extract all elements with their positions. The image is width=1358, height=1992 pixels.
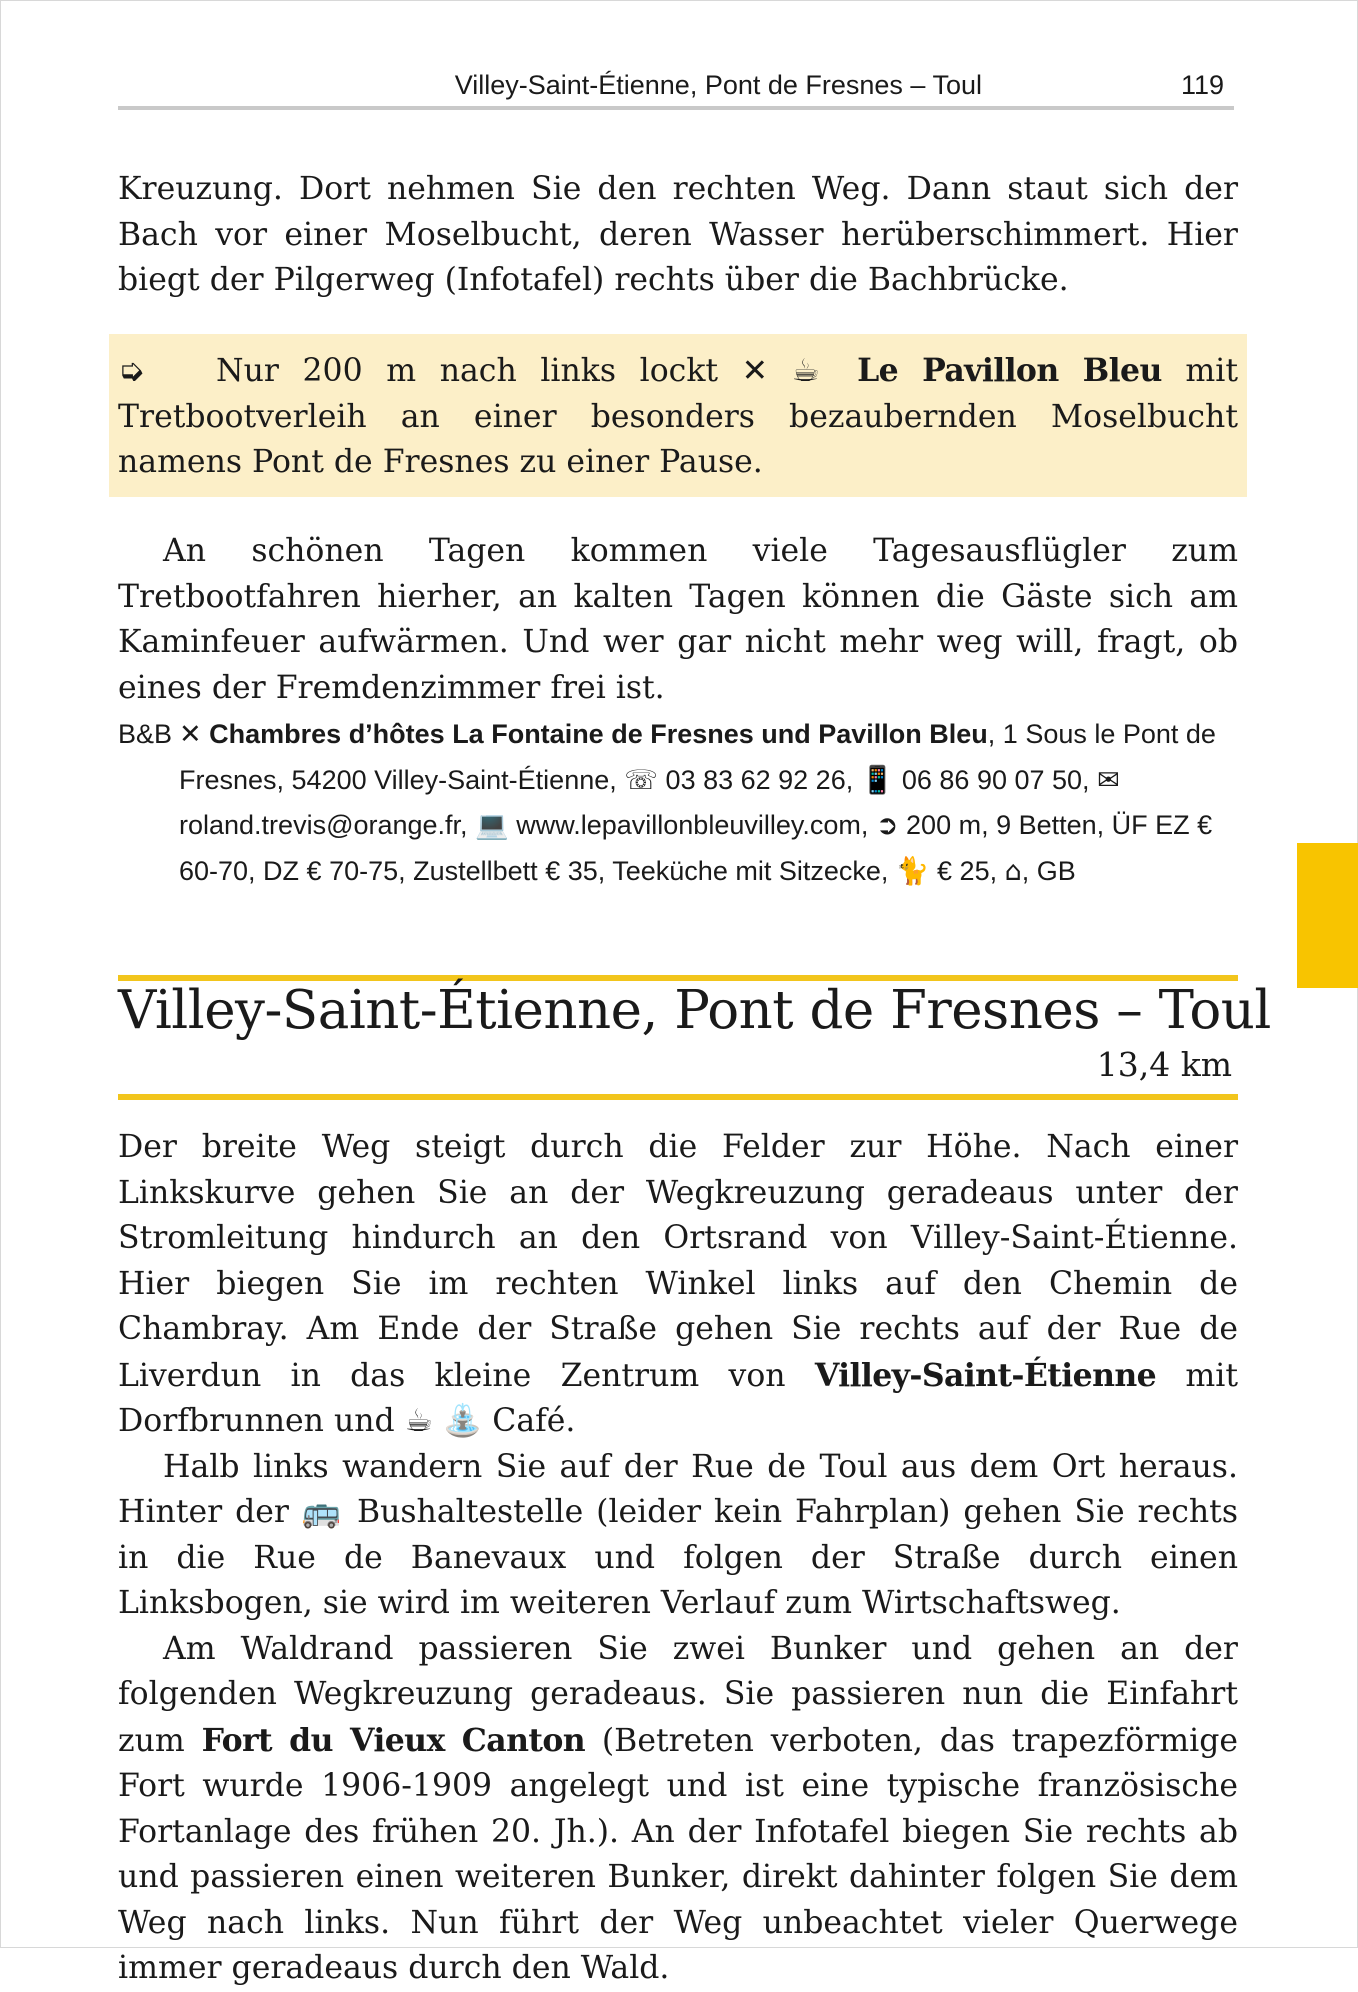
restaurant-cafe-icon: ✕ ☕ — [741, 353, 834, 389]
accommodation-email[interactable]: roland.trevis@orange.fr, — [179, 810, 468, 840]
tip-text — [118, 348, 1238, 486]
section-paragraph-2-after: Bushaltestelle (leider kein Fahrplan) gehen Sie rechts in die Rue de Banevaux und folgen der Straße durch einen Linksbogen, sie wird im weiteren Verlauf zum Wirtschaftsweg. — [118, 1494, 1238, 1621]
mobile-phone-icon: 📱 — [860, 764, 895, 796]
running-head-rule — [118, 106, 1234, 110]
section-text — [118, 1125, 1238, 1992]
section-paragraph-3-after: (Betreten verboten, das trapezförmige Fort wurde 1906-1909 angelegt und ist eine typische französische Fortanlage des frühen 20. Jh.). An der Infotafel biegen Sie rechts ab und passieren einen weiteren Bunker, direkt dahinter folgen Sie dem Weg nach links. Nun führt der Weg unbeachtet vieler Querwege immer geradeaus durch den Wald. — [118, 1722, 1239, 1986]
accommodation-website[interactable]: www.lepavillonbleuvilley.com, — [516, 810, 869, 840]
tip-text-before: Nur 200 m nach links lockt — [216, 353, 719, 389]
paragraph-2-block — [118, 529, 1238, 711]
email-icon: ✉ — [1097, 764, 1120, 796]
running-head-title: Villey-Saint-Étienne, Pont de Fresnes – Toul — [454, 70, 982, 100]
section-title: Villey-Saint-Étienne, Pont de Fresnes – Toul — [118, 980, 1271, 1041]
phone-icon: ☏ — [624, 764, 659, 796]
section-paragraph-1-end: Café. — [492, 1403, 576, 1439]
section-place-name: Villey-Saint-Étienne — [814, 1356, 1157, 1394]
accommodation-category: B&B — [118, 719, 173, 749]
section-paragraph-2-before: Halb links wandern Sie auf der Rue de Toul aus dem Ort heraus. Hinter der — [118, 1448, 1238, 1530]
pet-icon: 🐈 — [895, 855, 930, 887]
paragraph-2: An schönen Tagen kommen viele Tagesausflügler zum Tretbootfahren hierher, an kalten Tagen können die Gäste sich am Kaminfeuer aufwärmen. Und wer gar nicht mehr weg will, fragt, ob eines der Fremdenzimmer frei ist. — [118, 533, 1238, 706]
accommodation-phone: 03 83 62 92 26, — [665, 764, 854, 795]
section-paragraph-1-after: mit Dorfbrunnen und — [118, 1357, 1238, 1439]
pilgrim-stamp-icon: ⌂ — [1004, 855, 1022, 887]
distance-arrow-icon: ➲ — [875, 810, 899, 841]
chapter-tab-marker — [1297, 843, 1358, 988]
tip-place-name: Le Pavillon Bleu — [857, 352, 1162, 389]
accommodation-address: , 1 Sous le Pont de Fresnes, 54200 Villey-Saint-Étienne, — [179, 719, 1216, 795]
fort-name: Fort du Vieux Canton — [201, 1721, 586, 1759]
section-distance: 13,4 km — [1096, 1045, 1232, 1084]
section-paragraph-3-before: Am Waldrand passieren Sie zwei Bunker und gehen an der folgenden Wegkreuzung geradeaus. Sie passieren nun die Einfahrt zum — [118, 1630, 1238, 1759]
accommodation-name: Chambres d’hôtes La Fontaine de Fresnes und Pavillon Bleu — [209, 719, 988, 749]
section-bottom-rule — [118, 1094, 1238, 1100]
accommodation-comma: , — [1021, 855, 1030, 886]
cafe-fountain-icon: ☕ ⛲ — [404, 1403, 483, 1439]
restaurant-icon: ✕ — [179, 719, 202, 750]
bus-icon: 🚌 — [301, 1494, 345, 1530]
section-paragraph-1 — [118, 1125, 1238, 1445]
accommodation-pet-fee: € 25, — [937, 855, 998, 886]
section-paragraph-1-before: Der breite Weg steigt durch die Felder zur Höhe. Nach einer Linkskurve gehen Sie an der Wegkreuzung geradeaus unter der Stromleitung hindurch an den Ortsrand von Villey-Saint-Étienne. Hier biegen Sie im rechten Winkel links auf den Chemin de Chambray. Am Ende der Straße gehen Sie rechts auf der Rue de Liverdun in das kleine Zentrum von — [118, 1129, 1238, 1394]
accommodation-mobile: 06 86 90 07 50, — [901, 764, 1090, 795]
tip-text-after: mit Tretbootverleih an einer besonders bezaubernden Moselbucht namens Pont de Fresnes zu einer Pause. — [118, 353, 1238, 480]
accommodation-body — [179, 712, 1238, 894]
section-paragraph-3 — [118, 1627, 1238, 1992]
page-number: 119 — [1180, 70, 1224, 100]
accommodation-language: GB — [1036, 855, 1076, 886]
section-paragraph-2 — [118, 1445, 1238, 1627]
pointing-arrow-icon: ➭ — [118, 353, 145, 389]
intro-paragraph-block — [118, 167, 1238, 304]
computer-icon: 💻 — [475, 810, 509, 841]
tip-box — [109, 334, 1247, 497]
accommodation-details: 200 m, 9 Betten, ÜF EZ € 60-70, DZ € 70-75, Zustellbett € 35, Teeküche mit Sitzecke, — [179, 810, 1213, 886]
running-head — [118, 66, 1234, 106]
intro-paragraph: Kreuzung. Dort nehmen Sie den rechten Weg. Dann staut sich der Bach vor einer Moselbucht, deren Wasser herüberschimmert. Hier biegt der Pilgerweg (Infotafel) rechts über die Bachbrücke. — [118, 171, 1238, 298]
